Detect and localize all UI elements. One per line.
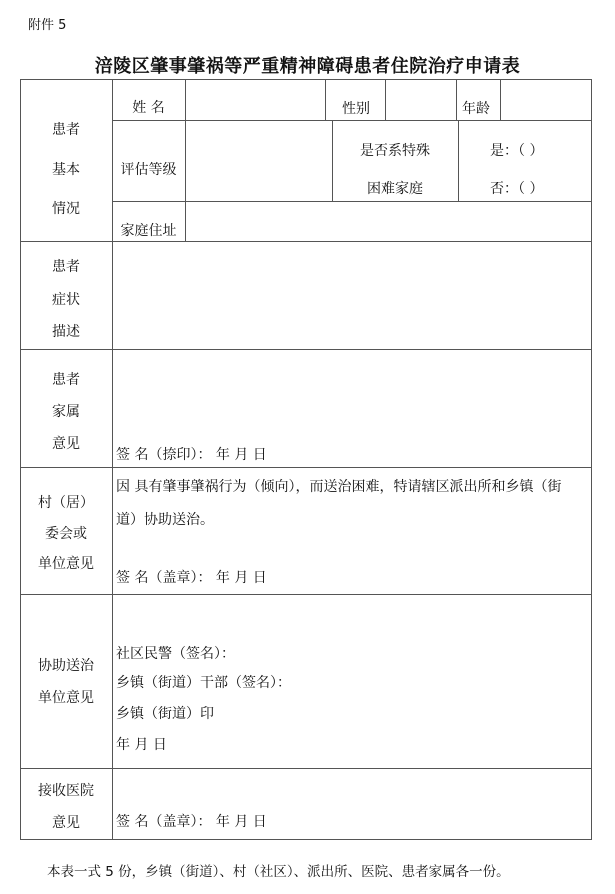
poor-family-label-line1: 是否系特殊 bbox=[360, 143, 430, 159]
border-right bbox=[591, 79, 592, 840]
hospital-signature-line: 签 名（盖章）： 年 月 日 bbox=[116, 814, 267, 830]
assist-header-line2: 单位意见 bbox=[38, 690, 94, 706]
assist-date-line: 年 月 日 bbox=[116, 737, 167, 753]
col-divider bbox=[385, 79, 386, 120]
application-form-table bbox=[20, 79, 592, 840]
header-column-divider bbox=[112, 79, 113, 840]
footer-note: 本表一式 5 份，乡镇（街道）、村（社区）、派出所、医院、患者家属各一份。 bbox=[47, 864, 510, 880]
police-signature-line: 社区民警（签名）： bbox=[116, 646, 235, 662]
col-divider bbox=[500, 79, 501, 120]
family-header-line2: 家属 bbox=[52, 404, 80, 420]
row-divider bbox=[20, 768, 592, 769]
row-divider bbox=[20, 594, 592, 595]
poor-family-label-line2: 困难家庭 bbox=[367, 181, 423, 197]
border-top bbox=[20, 79, 592, 80]
yes-option[interactable]: 是：（ ） bbox=[490, 143, 544, 159]
symptoms-header-line1: 患者 bbox=[52, 259, 80, 275]
symptoms-header-line3: 描述 bbox=[52, 324, 80, 340]
hospital-header-line2: 意见 bbox=[52, 815, 80, 831]
assist-header-line1: 协助送治 bbox=[38, 658, 94, 674]
family-header-line3: 意见 bbox=[52, 436, 80, 452]
basic-info-header-line3: 情况 bbox=[52, 201, 80, 217]
row-divider bbox=[20, 467, 592, 468]
row-divider bbox=[20, 349, 592, 350]
village-signature-line: 签 名（盖章）： 年 月 日 bbox=[116, 570, 267, 586]
assessment-level-label: 评估等级 bbox=[120, 162, 177, 178]
basic-info-header-line1: 患者 bbox=[52, 122, 80, 138]
village-header-line1: 村（居） bbox=[38, 495, 94, 511]
gender-label: 性别 bbox=[342, 101, 370, 117]
cadre-signature-line: 乡镇（街道）干部（签名）： bbox=[116, 675, 291, 691]
basic-info-header-line2: 基本 bbox=[52, 162, 80, 178]
border-bottom bbox=[20, 839, 592, 840]
village-statement-line2: 道）协助送治。 bbox=[116, 512, 214, 528]
no-option[interactable]: 否：（ ） bbox=[490, 181, 544, 197]
border-left bbox=[20, 79, 21, 840]
attachment-label: 附件 5 bbox=[28, 18, 67, 33]
village-header-line3: 单位意见 bbox=[38, 556, 94, 572]
col-divider bbox=[325, 79, 326, 120]
family-header-line1: 患者 bbox=[52, 372, 80, 388]
col-divider bbox=[458, 120, 459, 201]
row-divider bbox=[112, 201, 592, 202]
symptoms-header-line2: 症状 bbox=[52, 292, 80, 308]
col-divider bbox=[456, 79, 457, 120]
family-signature-line: 签 名（捺印）： 年 月 日 bbox=[116, 447, 267, 463]
col-divider bbox=[185, 79, 186, 241]
home-address-label: 家庭住址 bbox=[120, 223, 177, 239]
row-divider bbox=[20, 241, 592, 242]
name-label: 姓 名 bbox=[132, 100, 165, 116]
page-title: 涪陵区肇事肇祸等严重精神障碍患者住院治疗申请表 bbox=[94, 56, 521, 77]
village-statement-line1: 因 具有肇事肇祸行为（倾向），而送治困难，特请辖区派出所和乡镇（街 bbox=[116, 479, 562, 495]
hospital-header-line1: 接收医院 bbox=[38, 783, 94, 799]
row-divider bbox=[112, 120, 592, 121]
village-header-line2: 委会或 bbox=[45, 526, 87, 542]
age-label: 年龄 bbox=[462, 101, 490, 117]
township-seal-line: 乡镇（街道）印 bbox=[116, 706, 214, 722]
